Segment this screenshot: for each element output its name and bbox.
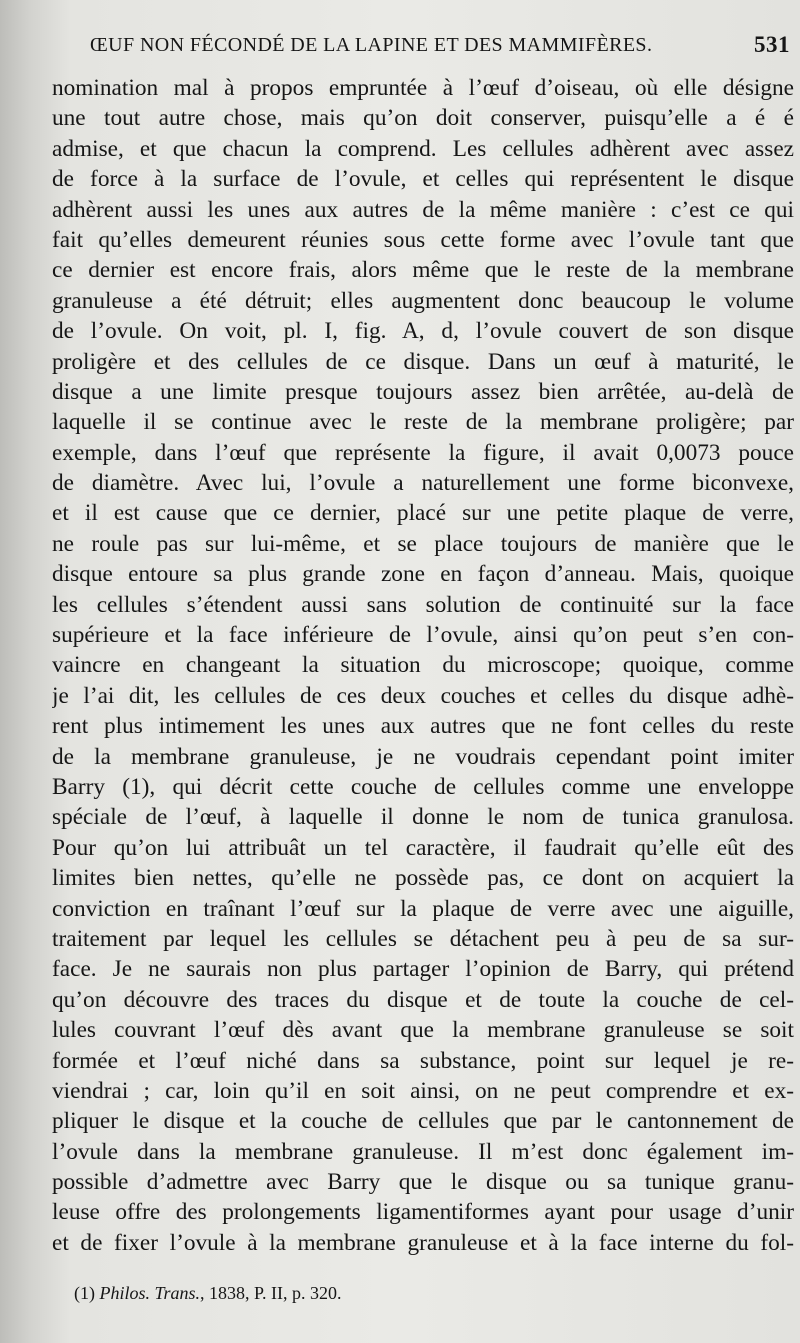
text-line: exemple, dans l’œuf que représente la figure, il avait 0,0073 pouce (52, 439, 794, 466)
text-line: disque a une limite presque toujours assez bien arrêtée, au-delà de (52, 378, 794, 405)
text-line: spéciale de l’œuf, à laquelle il donne le nom de tunica granulosa. (52, 804, 794, 831)
body-text (52, 73, 794, 1258)
text-line: l’ovule dans la membrane granuleuse. Il m’est donc également im- (52, 1138, 794, 1165)
footnote (74, 1280, 774, 1306)
text-line: Pour qu’on lui attribuât un tel caractère, il faudrait qu’elle eût des (52, 834, 794, 861)
text-line: de force à la surface de l’ovule, et celles qui représentent le disque (52, 166, 794, 193)
running-head (90, 34, 790, 66)
text-line: adhèrent aussi les unes aux autres de la même manière : c’est ce qui (52, 196, 794, 223)
text-line: je l’ai dit, les cellules de ces deux couches et celles du disque adhè- (52, 682, 794, 709)
text-line: qu’on découvre des traces du disque et de toute la couche de cel- (52, 986, 794, 1013)
text-line: et il est cause que ce dernier, placé sur une petite plaque de verre, (52, 500, 794, 527)
text-line: fait qu’elles demeurent réunies sous cette forme avec l’ovule tant que (52, 226, 794, 253)
text-line: rent plus intimement les unes aux autres que ne font celles du reste (52, 713, 794, 740)
footnote-source: Philos. Trans. (99, 1283, 201, 1303)
text-line: face. Je ne saurais non plus partager l’opinion de Barry, qui prétend (52, 956, 794, 983)
text-line: traitement par lequel les cellules se détachent peu à peu de sa sur- (52, 925, 794, 952)
text-line: ce dernier est encore frais, alors même que le reste de la membrane (52, 257, 794, 284)
text-line: de la membrane granuleuse, je ne voudrais cependant point imiter (52, 743, 794, 770)
text-line: pliquer le disque et la couche de cellules que par le cantonnement de (52, 1108, 794, 1135)
text-line: proligère et des cellules de ce disque. Dans un œuf à maturité, le (52, 348, 794, 375)
text-line: granuleuse a été détruit; elles augmentent donc beaucoup le volume (52, 287, 794, 314)
page-number: 531 (754, 32, 790, 57)
text-line: supérieure et la face inférieure de l’ovule, ainsi qu’on peut s’en con- (52, 622, 794, 649)
text-line: leuse offre des prolongements ligamentiformes ayant pour usage d’unir (52, 1199, 794, 1226)
text-line: formée et l’œuf niché dans sa substance, point sur lequel je re- (52, 1047, 794, 1074)
text-line: de diamètre. Avec lui, l’ovule a naturellement une forme biconvexe, (52, 470, 794, 497)
running-title: ŒUF NON FÉCONDÉ DE LA LAPINE ET DES MAMMIFÈRES. (90, 34, 653, 56)
text-line: limites bien nettes, qu’elle ne possède pas, ce dont on acquiert la (52, 865, 794, 892)
text-line: Barry (1), qui décrit cette couche de cellules comme une enveloppe (52, 773, 794, 800)
text-line: vaincre en changeant la situation du microscope; quoique, comme (52, 652, 794, 679)
text-line: nomination mal à propos empruntée à l’œuf d’oiseau, où elle désigne (52, 75, 794, 101)
text-line: conviction en traînant l’œuf sur la plaque de verre avec une aiguille, (52, 895, 794, 922)
text-line: ne roule pas sur lui-même, et se place toujours de manière que le (52, 530, 794, 557)
text-line: viendrai ; car, loin qu’il en soit ainsi, on ne peut comprendre et ex- (52, 1077, 794, 1104)
text-line: et de fixer l’ovule à la membrane granuleuse et à la face interne du fol- (52, 1229, 794, 1256)
text-line: une tout autre chose, mais qu’on doit conserver, puisqu’elle a é é (52, 105, 794, 132)
text-line: de l’ovule. On voit, pl. I, fig. A, d, l’ovule couvert de son disque (52, 318, 794, 345)
text-line: les cellules s’étendent aussi sans solution de continuité sur la face (52, 591, 794, 618)
text-line: disque entoure sa plus grande zone en façon d’anneau. Mais, quoique (52, 561, 794, 588)
text-line: laquelle il se continue avec le reste de la membrane proligère; par (52, 409, 794, 436)
text-line: admise, et que chacun la comprend. Les cellules adhèrent avec assez (52, 135, 794, 162)
text-line: lules couvrant l’œuf dès avant que la membrane granuleuse se soit (52, 1017, 794, 1044)
footnote-details: , 1838, P. II, p. 320. (200, 1283, 342, 1303)
footnote-marker: (1) (74, 1283, 95, 1303)
text-line: possible d’admettre avec Barry que le disque ou sa tunique granu- (52, 1169, 794, 1196)
